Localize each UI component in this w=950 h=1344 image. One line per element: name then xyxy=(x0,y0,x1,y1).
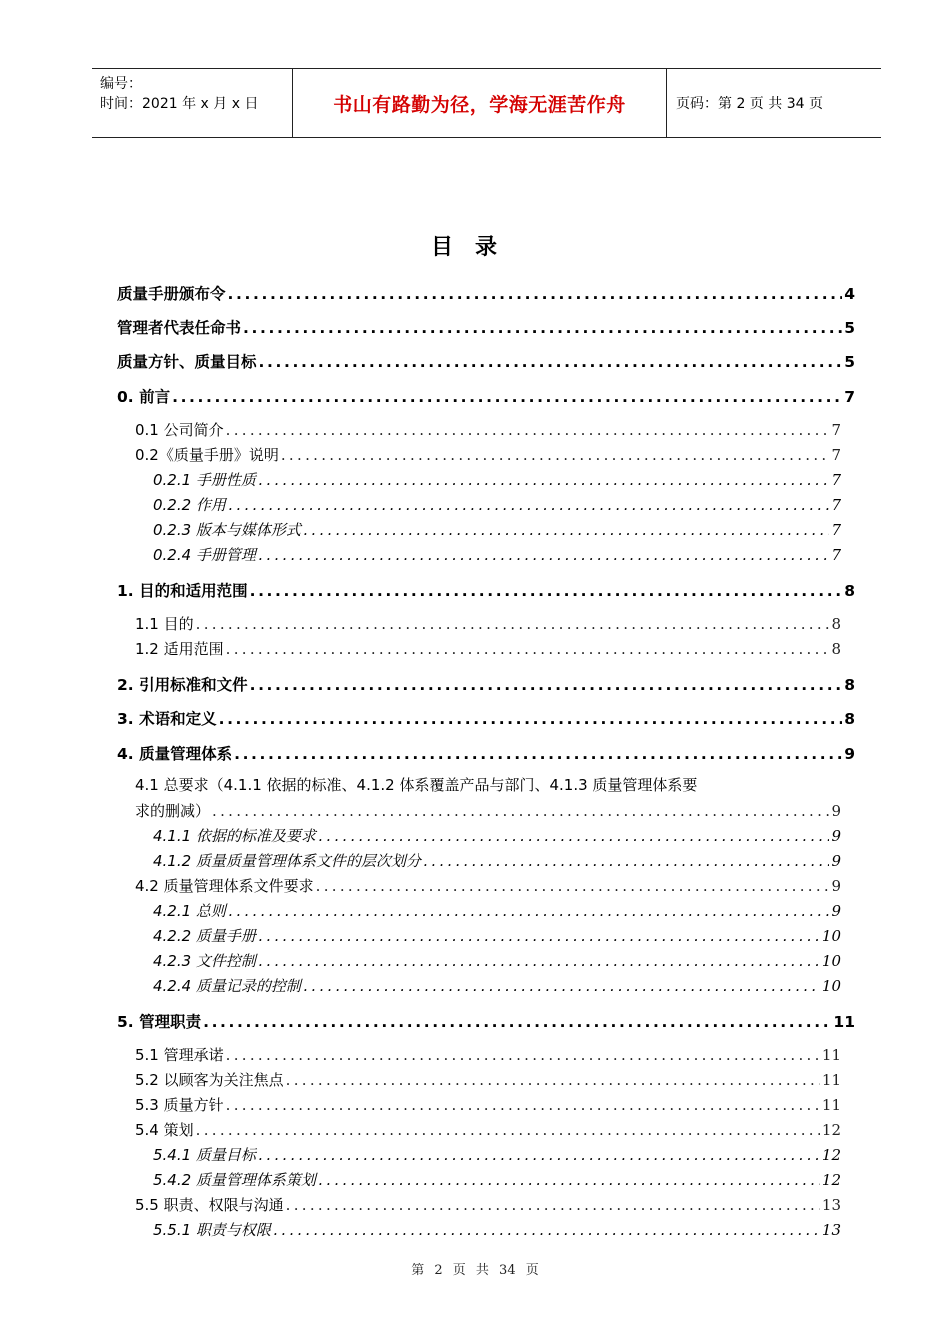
toc-entry-title: 0.2.1 手册性质 xyxy=(153,471,256,489)
toc-dot-leader xyxy=(228,285,843,303)
toc-entry-page: 7 xyxy=(831,496,841,514)
toc-entry-page: 8 xyxy=(844,582,855,600)
toc-entry-page: 10 xyxy=(821,952,841,970)
toc-dot-leader xyxy=(226,421,830,439)
header-page-number: 页码：第 2 页 共 34 页 xyxy=(676,96,823,112)
toc-entry[interactable] xyxy=(153,900,855,921)
toc-dot-leader xyxy=(258,952,820,970)
toc-entry-page: 9 xyxy=(831,902,841,920)
toc-dot-leader xyxy=(303,977,820,995)
toc-entry-page: 8 xyxy=(831,640,841,658)
toc-entry[interactable] xyxy=(153,975,855,996)
header-motto-cell xyxy=(292,69,667,137)
toc-entry-page: 8 xyxy=(844,676,855,694)
toc-entry[interactable] xyxy=(135,444,855,465)
toc-entry-title: 5.3 质量方针 xyxy=(135,1096,224,1114)
toc-dot-leader xyxy=(250,676,843,694)
toc-dot-leader xyxy=(226,640,830,658)
toc-entry-title: 5.4.1 质量目标 xyxy=(153,1146,256,1164)
toc-entry[interactable] xyxy=(153,494,855,515)
toc-entry[interactable] xyxy=(153,950,855,971)
toc-entry[interactable] xyxy=(135,638,855,659)
toc-entry-title: 5.4.2 质量管理体系策划 xyxy=(153,1171,316,1189)
toc-entry[interactable] xyxy=(135,419,855,440)
toc-dot-leader xyxy=(172,388,842,406)
toc-dot-leader xyxy=(228,902,830,920)
toc-dot-leader xyxy=(423,852,830,870)
toc-entry-title: 求的删减） xyxy=(135,802,211,820)
toc-entry-title: 0.2《质量手册》说明 xyxy=(135,446,279,464)
document-number-label: 编号： xyxy=(100,76,142,92)
toc-dot-leader xyxy=(226,1046,820,1064)
toc-entry-title: 0.2.2 作用 xyxy=(153,496,226,514)
toc-entry[interactable] xyxy=(135,1044,855,1065)
toc-entry-page: 7 xyxy=(831,521,841,539)
toc-dot-leader xyxy=(281,446,830,464)
toc-dot-leader xyxy=(259,353,843,371)
toc-entry-page: 10 xyxy=(821,927,841,945)
toc-dot-leader xyxy=(286,1196,820,1214)
toc-entry[interactable] xyxy=(117,673,855,695)
toc-dot-leader xyxy=(258,927,820,945)
toc-entry[interactable] xyxy=(135,800,855,821)
toc-entry-title: 5.4 策划 xyxy=(135,1121,194,1139)
toc-entry-page: 9 xyxy=(831,877,841,895)
toc-entry-title: 质量手册颁布令 xyxy=(117,285,226,303)
toc-dot-leader xyxy=(258,1146,820,1164)
toc-entry[interactable] xyxy=(153,850,855,871)
toc-dot-leader xyxy=(243,319,842,337)
toc-entry-page: 9 xyxy=(831,802,841,820)
toc-dot-leader xyxy=(318,827,830,845)
toc-entry-title: 0.2.3 版本与媒体形式 xyxy=(153,521,301,539)
header-motto: 书山有路勤为径，学海无涯苦作舟 xyxy=(333,93,626,116)
toc-entry-title: 3. 术语和定义 xyxy=(117,710,217,728)
toc-entry[interactable] xyxy=(117,316,855,338)
toc-entry[interactable] xyxy=(153,825,855,846)
toc-entry-page: 9 xyxy=(844,745,855,763)
document-time: 时间：2021 年 x 月 x 日 xyxy=(100,96,259,112)
toc-dot-leader xyxy=(203,1013,831,1031)
toc-entry-title: 4.2.2 质量手册 xyxy=(153,927,256,945)
toc-entry-page: 11 xyxy=(821,1046,841,1064)
toc-entry-page: 12 xyxy=(821,1121,841,1139)
toc-entry[interactable] xyxy=(117,1010,855,1032)
toc-entry-title: 5.2 以顾客为关注焦点 xyxy=(135,1071,284,1089)
toc-entry-page: 11 xyxy=(833,1013,855,1031)
toc-entry-page: 5 xyxy=(844,353,855,371)
toc-entry-title: 1. 目的和适用范围 xyxy=(117,582,248,600)
document-header xyxy=(92,68,881,138)
toc-entry[interactable] xyxy=(135,1194,855,1215)
toc-entry-title: 1.2 适用范围 xyxy=(135,640,224,658)
toc-entry-title: 0. 前言 xyxy=(117,388,171,406)
toc-entry-title: 4.1.2 质量质量管理体系文件的层次划分 xyxy=(153,852,421,870)
toc-dot-leader xyxy=(258,546,830,564)
toc-entry-title: 5.1 管理承诺 xyxy=(135,1046,224,1064)
toc-entry-page: 10 xyxy=(821,977,841,995)
page-footer: 第 2 页 共 34 页 xyxy=(411,1263,539,1278)
toc-entry-page: 9 xyxy=(831,827,841,845)
toc-dot-leader xyxy=(258,471,830,489)
toc-entry-title: 质量方针、质量目标 xyxy=(117,353,257,371)
toc-entry-title: 0.1 公司简介 xyxy=(135,421,224,439)
toc-entry-title: 0.2.4 手册管理 xyxy=(153,546,256,564)
toc-dot-leader xyxy=(316,877,830,895)
toc-entry[interactable] xyxy=(117,385,855,407)
toc-entry[interactable] xyxy=(153,925,855,946)
toc-entry-page: 7 xyxy=(844,388,855,406)
toc-entry[interactable] xyxy=(153,1144,855,1165)
toc-dot-leader xyxy=(226,1096,820,1114)
page-title: 目录 xyxy=(430,235,519,260)
toc-dot-leader xyxy=(196,615,830,633)
toc-entry-page: 8 xyxy=(831,615,841,633)
toc-entry[interactable] xyxy=(135,1069,855,1090)
toc-entry[interactable] xyxy=(135,613,855,634)
toc-entry[interactable] xyxy=(153,544,855,565)
toc-entry-page: 5 xyxy=(844,319,855,337)
toc-entry[interactable] xyxy=(135,875,855,896)
toc-entry-page: 7 xyxy=(831,421,841,439)
header-meta xyxy=(92,69,292,137)
toc-entry-page: 13 xyxy=(821,1221,841,1239)
toc-entry[interactable] xyxy=(153,1169,855,1190)
toc-dot-leader xyxy=(286,1071,820,1089)
toc-entry-title: 4.2.3 文件控制 xyxy=(153,952,256,970)
toc-dot-leader xyxy=(303,521,830,539)
toc-entry[interactable] xyxy=(153,519,855,540)
toc-dot-leader xyxy=(273,1221,820,1239)
toc-entry[interactable] xyxy=(117,579,855,601)
toc-entry[interactable] xyxy=(153,1219,855,1240)
toc-entry[interactable] xyxy=(135,1094,855,1115)
toc-entry-title: 5.5.1 职责与权限 xyxy=(153,1221,271,1239)
toc-entry[interactable] xyxy=(135,1119,855,1140)
toc-dot-leader xyxy=(219,710,843,728)
toc-entry-page: 7 xyxy=(831,471,841,489)
toc-entry-title: 4.2 质量管理体系文件要求 xyxy=(135,877,314,895)
toc-entry[interactable] xyxy=(117,707,855,729)
toc-entry-title: 5.5 职责、权限与沟通 xyxy=(135,1196,284,1214)
toc-entry-title: 2. 引用标准和文件 xyxy=(117,676,248,694)
toc-entry[interactable] xyxy=(117,350,855,372)
toc-dot-leader xyxy=(212,802,829,820)
header-page-cell xyxy=(666,69,881,137)
toc-entry-page: 11 xyxy=(821,1096,841,1114)
toc-dot-leader xyxy=(234,745,842,763)
toc-entry-wrapped-line[interactable]: 4.1 总要求（4.1.1 依据的标准、4.1.2 体系覆盖产品与部门、4.1.3 质量管理体系要 xyxy=(135,776,698,794)
toc-entry[interactable] xyxy=(117,742,855,764)
toc-entry-title: 4.2.4 质量记录的控制 xyxy=(153,977,301,995)
toc-entry-page: 7 xyxy=(831,546,841,564)
toc-dot-leader xyxy=(318,1171,820,1189)
toc-dot-leader xyxy=(196,1121,820,1139)
toc-entry-title: 1.1 目的 xyxy=(135,615,194,633)
toc-entry-page: 8 xyxy=(844,710,855,728)
toc-entry-title: 4.2.1 总则 xyxy=(153,902,226,920)
toc-entry-title: 管理者代表任命书 xyxy=(117,319,242,337)
toc-entry-page: 12 xyxy=(821,1146,841,1164)
toc-entry-page: 4 xyxy=(844,285,855,303)
toc-entry-page: 12 xyxy=(821,1171,841,1189)
toc-entry[interactable] xyxy=(153,469,855,490)
toc-entry-page: 11 xyxy=(821,1071,841,1089)
toc-entry-title: 4. 质量管理体系 xyxy=(117,745,233,763)
toc-entry-page: 9 xyxy=(831,852,841,870)
toc-dot-leader xyxy=(250,582,843,600)
toc-entry-page: 7 xyxy=(831,446,841,464)
toc-entry[interactable] xyxy=(117,282,855,304)
toc-dot-leader xyxy=(228,496,830,514)
toc-entry-title: 4.1.1 依据的标准及要求 xyxy=(153,827,316,845)
toc-entry-page: 13 xyxy=(821,1196,841,1214)
toc-entry-title: 5. 管理职责 xyxy=(117,1013,202,1031)
